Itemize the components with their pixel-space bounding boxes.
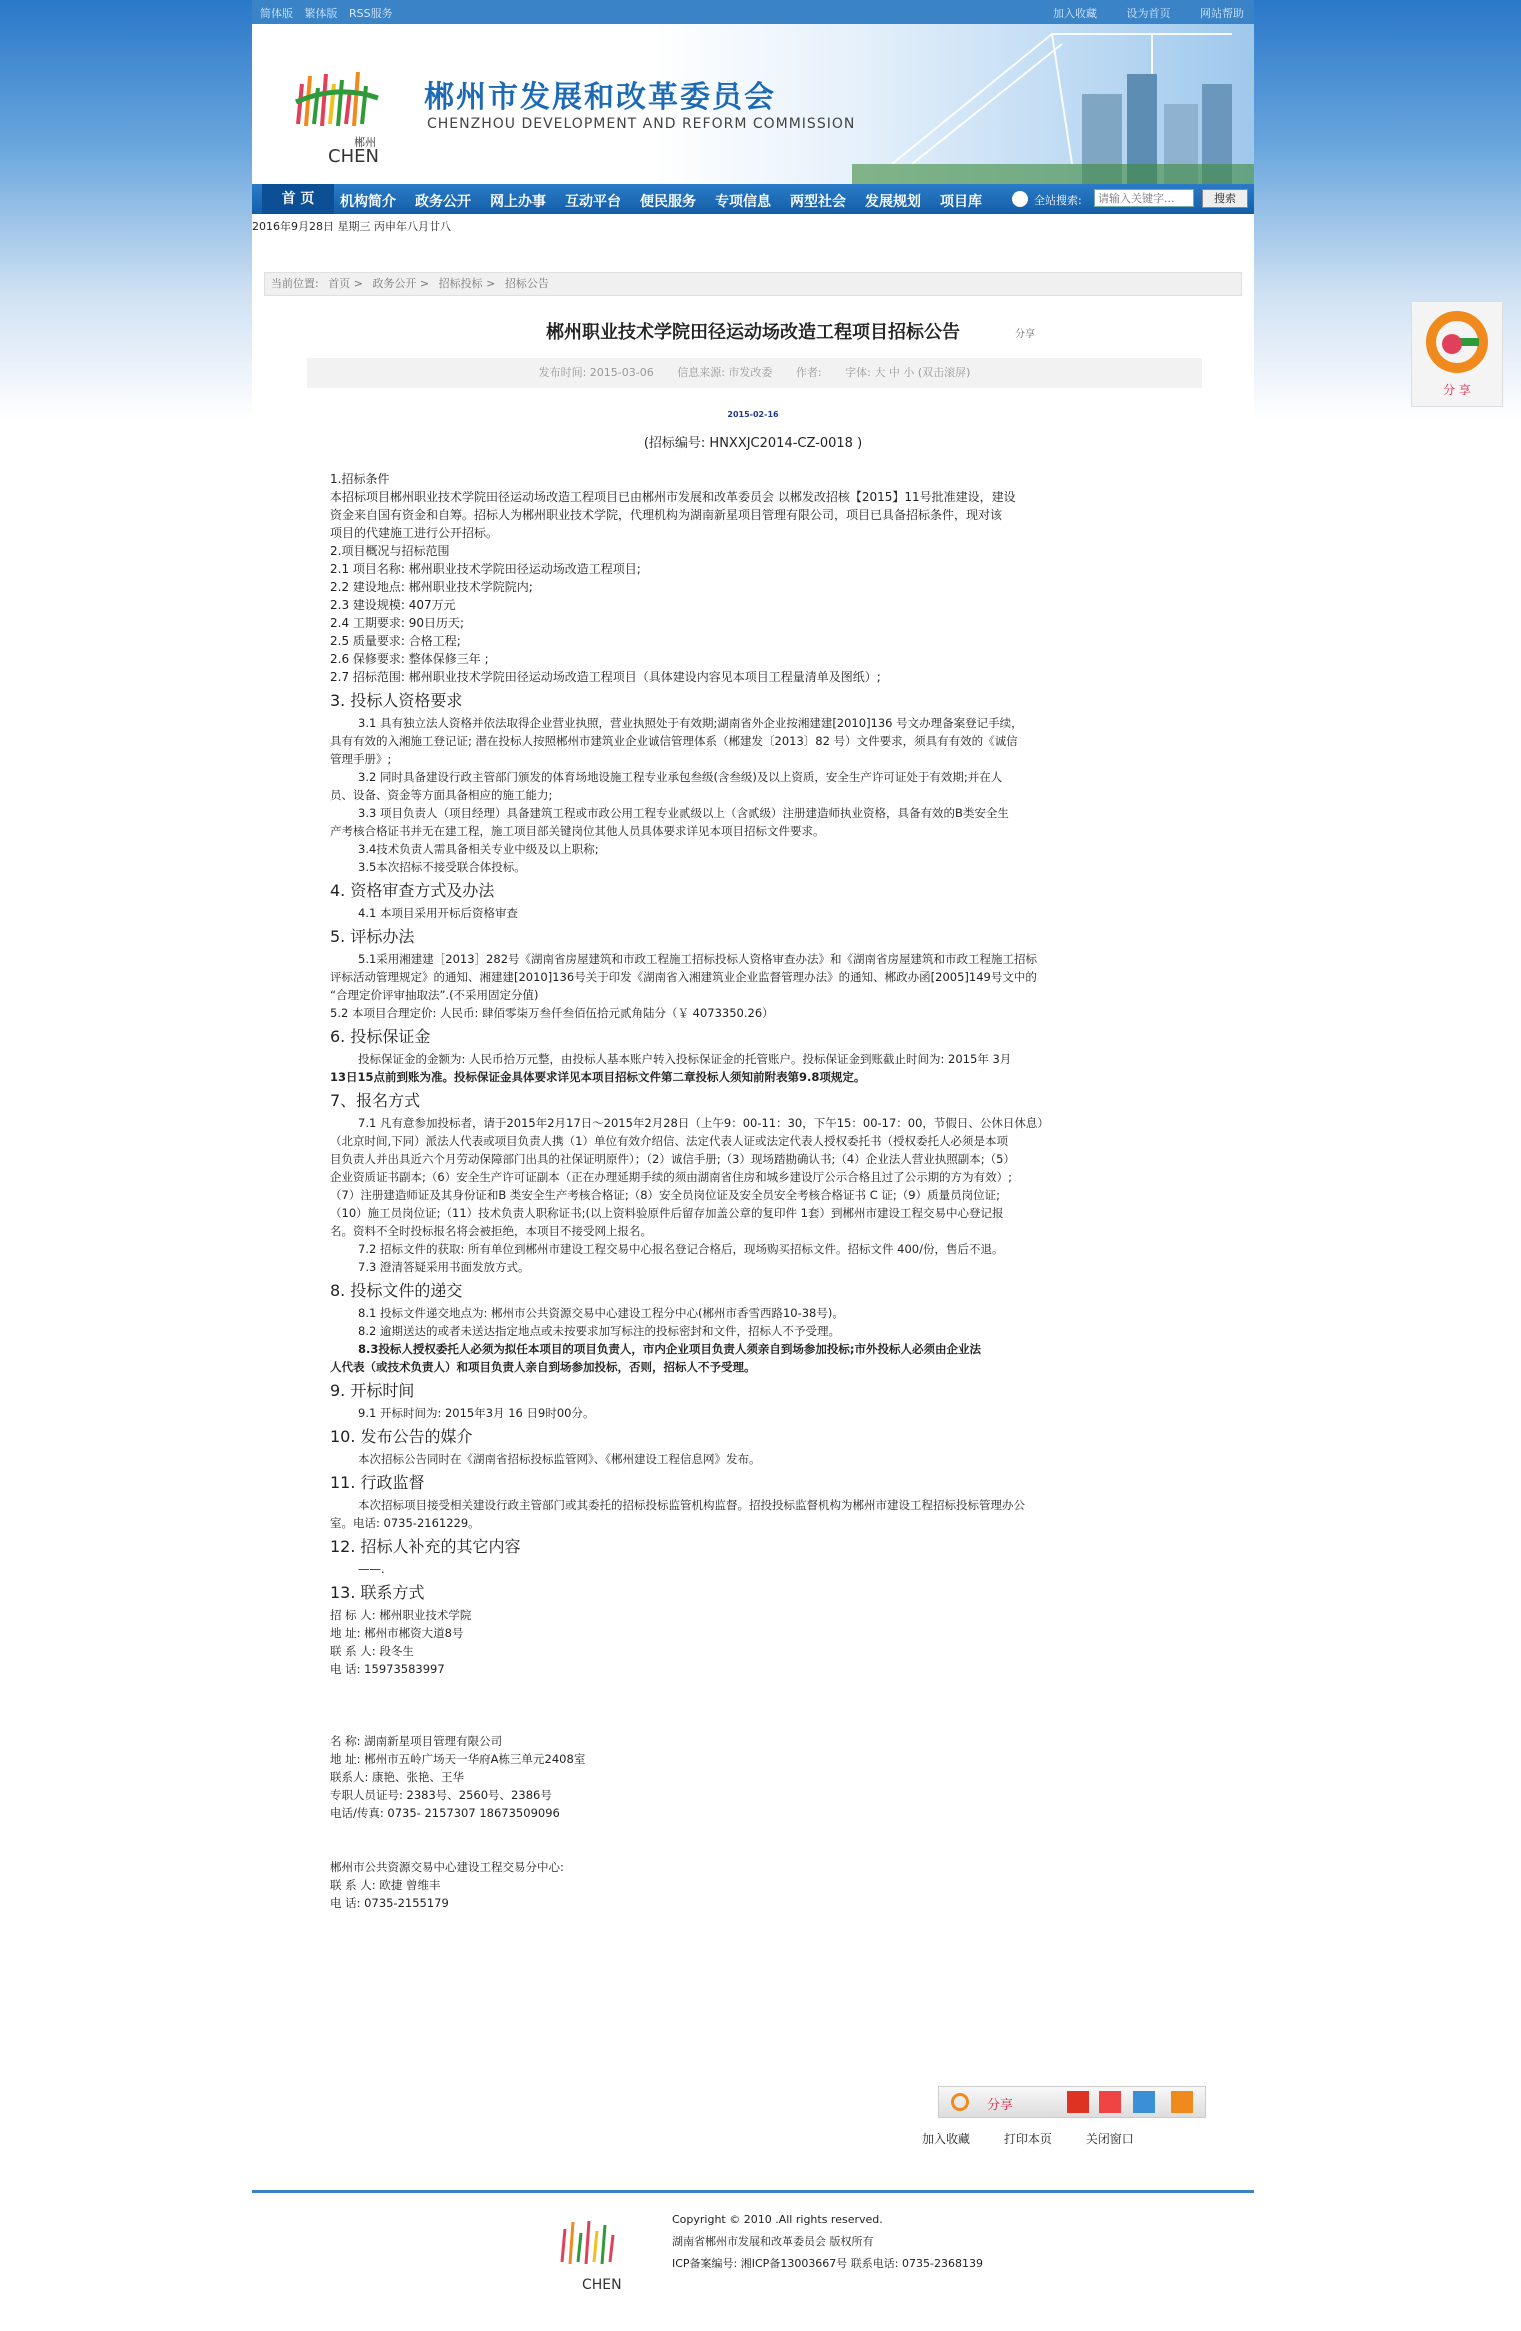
section-heading: 3. 投标人资格要求 [330,691,463,710]
list-item: 企业资质证书副本;（6）安全生产许可证副本（正在办理延期手续的须由湖南省住房和城乡建设厅公示合格且过了公示期的方为有效）; [330,1170,1013,1184]
paragraph: ——. [358,1562,385,1576]
section-heading: 13. 联系方式 [330,1583,425,1602]
list-item: 员、设备、资金等方面具备相应的施工能力; [330,788,553,802]
share-renren-icon[interactable] [1067,2091,1089,2113]
site-subtitle: CHENZHOU DEVELOPMENT AND REFORM COMMISSION [427,116,856,132]
contact-line: 联系人: 康艳、张艳、王华 [330,1770,465,1784]
nav-special-info[interactable]: 专项信息 [715,194,771,210]
list-item: 管理手册》; [330,752,392,766]
contact-line: 联 系 人: 欧捷 曾维丰 [330,1878,441,1892]
list-item: 3.3 项目负责人（项目经理）具备建筑工程或市政公用工程专业贰级以上（含贰级）注册建造师执业资格，具备有效的B类安全生 [358,806,1009,820]
footer-copyright: Copyright © 2010 .All rights reserved. [672,2213,883,2226]
footer-text [672,2209,983,2275]
share-link-top[interactable]: 分享 [1015,329,1035,340]
contact-line: 电话/传真: 0735- 2157307 18673509096 [330,1806,560,1820]
top-bar [252,0,1254,24]
list-item: 3.1 具有独立法人资格并依法取得企业营业执照，营业执照处于有效期;湖南省外企业按湘建建[2010]136 号文办理备案登记手续， [358,716,1023,730]
list-item: 2.3 建设规模: 407万元 [330,598,456,612]
nav-development-plan[interactable]: 发展规划 [865,194,921,210]
section-heading: 4. 资格审查方式及办法 [330,881,495,900]
site-title: 郴州市发展和改革委员会 [424,80,776,115]
list-item: 5.1采用湘建建［2013］282号《湖南省房屋建筑和市政工程施工招标投标人资格审查办法》和《湖南省房屋建筑和市政工程施工招标 [358,952,1037,966]
add-favorite-action[interactable]: 加入收藏 [922,2132,971,2146]
section-heading: 12. 招标人补充的其它内容 [330,1537,521,1556]
contact-line: 招 标 人: 郴州职业技术学院 [330,1608,472,1622]
nav-two-type-society[interactable]: 两型社会 [790,194,846,210]
paragraph: 9.1 开标时间为: 2015年3月 16 日9时00分。 [358,1406,595,1420]
share-bar [938,2086,1206,2118]
search-label: 全站搜索: [1034,194,1082,207]
contact-line: 联 系 人: 段冬生 [330,1644,414,1658]
list-item: 2.7 招标范围: 郴州职业技术学院田径运动场改造工程项目（具体建设内容见本项目工程量清单及图纸）; [330,670,881,684]
list-item: “合理定价评审抽取法”.(不采用固定分值) [330,988,539,1002]
share-bar-label[interactable]: 分享 [987,2098,1014,2113]
article-meta [307,358,1202,388]
link-add-favorite[interactable]: 加入收藏 [1053,7,1097,20]
link-set-homepage[interactable]: 设为首页 [1126,7,1171,20]
paragraph: 资金来自国有资金和自筹。招标人为郴州职业技术学院，代理机构为湖南新星项目管理有限公司，项目已具备招标条件，现对该 [330,508,1003,522]
list-item: 5.2 本项目合理定价: 人民币: 肆佰零柒万叁仟叁佰伍拾元贰角陆分（￥ 4073350.26） [330,1006,774,1020]
list-item: 7.2 招标文件的获取: 所有单位到郴州市建设工程交易中心报名登记合格后，现场购买招标文件。招标文件 400/份，售后不退。 [358,1242,1004,1256]
list-item: 产考核合格证书并无在建工程，施工项目部关键岗位其他人员具体要求详见本项目招标文件要求。 [330,824,825,838]
nav-convenience[interactable]: 便民服务 [640,194,696,210]
section-heading: 5. 评标办法 [330,927,415,946]
publish-time: 发布时间: 2015-03-06 [538,366,654,379]
link-site-help[interactable]: 网站帮助 [1200,7,1244,20]
nav-home[interactable]: 首 页 [262,184,334,214]
list-item: 名。资料不全时投标报名将会被拒绝，本项目不接受网上报名。 [330,1224,652,1238]
search-icon [1012,191,1028,207]
paragraph: 本招标项目郴州职业技术学院田径运动场改造工程项目已由郴州市发展和改革委员会 以郴发改招核【2015】11号批准建设，建设 [330,490,1016,504]
list-item: （10）施工员岗位证;（11）技术负责人职称证书;(以上资料验原件后留存加盖公章的复印件 1套）到郴州市建设工程交易中心登记报 [330,1206,1004,1220]
contact-line: 电 话: 15973583997 [330,1662,445,1676]
side-share-label: 分 享 [1443,383,1471,397]
list-item: 8.1 投标文件递交地点为: 郴州市公共资源交易中心建设工程分中心(郴州市香雪西路10-38号)。 [358,1306,844,1320]
list-item: 3.4技术负责人需具备相关专业中级及以上职称; [358,842,599,856]
list-item: 人代表（或技术负责人）和项目负责人亲自到场参加投标，否则，招标人不予受理。 [330,1360,756,1374]
contact-line: 地 址: 郴州市五岭广场天一华府A栋三单元2408室 [330,1752,586,1766]
header-banner [252,24,1254,184]
contact-line: 地 址: 郴州市郴资大道8号 [330,1626,464,1640]
section-heading: 6. 投标保证金 [330,1027,431,1046]
section-heading: 9. 开标时间 [330,1381,415,1400]
site-logo[interactable] [288,54,398,164]
footer [252,2190,1254,2331]
link-traditional[interactable]: 繁体版 [304,7,338,20]
contact-line: 电 话: 0735-2155179 [330,1896,449,1910]
doc-date: 2015-02-16 [727,410,779,419]
contact-line: 名 称: 湖南新星项目管理有限公司 [330,1734,503,1748]
print-page-action[interactable]: 打印本页 [1003,2132,1052,2146]
page-actions [922,2130,1164,2147]
section-heading: 11. 行政监督 [330,1473,425,1492]
article-title: 郴州职业技术学院田径运动场改造工程项目招标公告 [546,322,960,343]
footer-owner: 湖南省郴州市发展和改革委员会 版权所有 [672,2235,874,2248]
main-nav [252,184,1254,214]
list-item: 2.6 保修要求: 整体保修三年 ; [330,652,489,666]
list-item: 评标活动管理规定》的通知、湘建建[2010]136号关于印发《湖南省入湘建筑业企业监督管理办法》的通知、郴政办函[2005]149号文中的 [330,970,1037,984]
share-logo-icon [951,2093,969,2111]
svg-text:CHEN: CHEN [328,146,379,164]
link-simplified[interactable]: 简体版 [260,7,293,20]
list-item: 2.2 建设地点: 郴州职业技术学院院内; [330,580,533,594]
contact-line: 郴州市公共资源交易中心建设工程交易分中心: [330,1860,564,1874]
side-share-widget[interactable] [1411,301,1503,407]
author: 作者: [795,366,822,379]
nav-about[interactable]: 机构简介 [340,194,396,210]
nav-interaction[interactable]: 互动平台 [565,194,621,210]
list-item: 3.2 同时具备建设行政主管部门颁发的体育场地设施工程专业承包叁级(含叁级)及以上资质，安全生产许可证处于有效期;并在人 [358,770,1003,784]
paragraph: 项目的代建施工进行公开招标。 [330,526,499,540]
paragraph: 室。电话: 0735-2161229。 [330,1516,480,1530]
breadcrumb-home[interactable]: 首页 [328,277,351,290]
nav-project-library[interactable]: 项目库 [940,194,982,210]
info-source: 信息来源: 市发改委 [677,366,773,379]
banner-crane-graphic [852,24,1254,184]
list-item: 具有有效的入湘施工登记证; 潜在投标人按照郴州市建筑业企业诚信管理体系（郴建发〔2013〕82 号）文件要求，须具有有效的《诚信 [330,734,1018,748]
section-heading: 1.招标条件 [330,472,390,486]
article-body [330,470,1180,1912]
share-qzone-icon[interactable] [1133,2091,1155,2113]
link-rss[interactable]: RSS服务 [349,7,393,20]
section-heading: 10. 发布公告的媒介 [330,1427,473,1446]
breadcrumb: 当前位置: 首页 > 政务公开 > 招标投标 > 招标公告 [264,272,1242,296]
list-item: （7）注册建造师证及其身份证和B 类安全生产考核合格证;（8）安全员岗位证及安全员安全考核合格证书 C 证;（9）质量员岗位证; [330,1188,1000,1202]
list-item: 8.3投标人授权委托人必须为拟任本项目的项目负责人，市内企业项目负责人须亲自到场参加投标;市外投标人必须由企业法 [358,1342,981,1356]
page-container [252,0,1254,2328]
svg-text:CHEN: CHEN [582,2277,622,2293]
close-window-action[interactable]: 关闭窗口 [1085,2132,1134,2146]
contact-line: 专职人员证号: 2383号、2560号、2386号 [330,1788,552,1802]
list-item: 2.4 工期要求: 90日历天; [330,616,465,630]
svg-text:郴州: 郴州 [354,136,376,149]
section-heading: 2.项目概况与招标范围 [330,544,450,558]
share-more-icon[interactable] [1171,2091,1193,2113]
nav-online-services[interactable]: 网上办事 [490,194,546,210]
share-weibo-icon[interactable] [1099,2091,1121,2113]
date-bar: 2016年9月28日 星期三 丙申年八月廿八 [252,220,451,233]
section-heading: 7、报名方式 [330,1091,421,1110]
paragraph: 13日15点前到账为准。投标保证金具体要求详见本项目招标文件第二章投标人须知前附表第9.8项规定。 [330,1070,866,1084]
breadcrumb-bidding[interactable]: 招标投标 [438,277,483,290]
paragraph: 4.1 本项目采用开标后资格审查 [358,906,518,920]
breadcrumb-bid-notice[interactable]: 招标公告 [504,277,549,290]
list-item: 7.3 澄清答疑采用书面发放方式。 [358,1260,530,1274]
breadcrumb-public-affairs[interactable]: 政务公开 [372,277,417,290]
list-item: 2.1 项目名称: 郴州职业技术学院田径运动场改造工程项目; [330,562,641,576]
search-input[interactable] [1094,189,1194,207]
bid-number: (招标编号: HNXXJC2014-CZ-0018 ) [643,436,863,451]
list-item: 目负责人并出具近六个月劳动保障部门出具的社保证明原件）；（2）诚信手册;（3）现场踏勘确认书;（4）企业法人营业执照副本;（5） [330,1152,1015,1166]
list-item: 3.5本次招标不接受联合体投标。 [358,860,526,874]
paragraph: 投标保证金的金额为: 人民币拾万元整，由投标人基本账户转入投标保证金的托管账户。投标保证金到账截止时间为: 2015年 3月 [358,1052,1012,1066]
search-button[interactable]: 搜索 [1202,189,1248,208]
breadcrumb-label: 当前位置: [271,277,319,290]
list-item: 7.1 凡有意参加投标者，请于2015年2月17日～2015年2月28日（上午9：00-11：30，下午15：00-17：00，节假日、公休日休息） [358,1116,1049,1130]
nav-public-affairs[interactable]: 政务公开 [415,194,471,210]
footer-logo [552,2207,642,2297]
list-item: 2.5 质量要求: 合格工程; [330,634,461,648]
section-heading: 8. 投标文件的递交 [330,1281,463,1300]
paragraph: 本次招标公告同时在《湖南省招标投标监管网》、《郴州建设工程信息网》发布。 [358,1452,761,1466]
list-item: 8.2 逾期送达的或者未送达指定地点或未按要求加写标注的投标密封和文件，招标人不予受理。 [358,1324,840,1338]
font-size-control[interactable]: 字体: 大 中 小 (双击滚屏) [845,366,971,379]
footer-icp: ICP备案编号: 湘ICP备13003667号 联系电话: 0735-2368139 [672,2257,983,2270]
share-logo-icon [1412,302,1502,382]
paragraph: 本次招标项目接受相关建设行政主管部门或其委托的招标投标监管机构监督。招投投标监督机构为郴州市建设工程招标投标管理办公 [358,1498,1025,1512]
list-item: （北京时间,下同）派法人代表或项目负责人携（1）单位有效介绍信、法定代表人证或法定代表人授权委托书（授权委托人必须是本项 [330,1134,1008,1148]
